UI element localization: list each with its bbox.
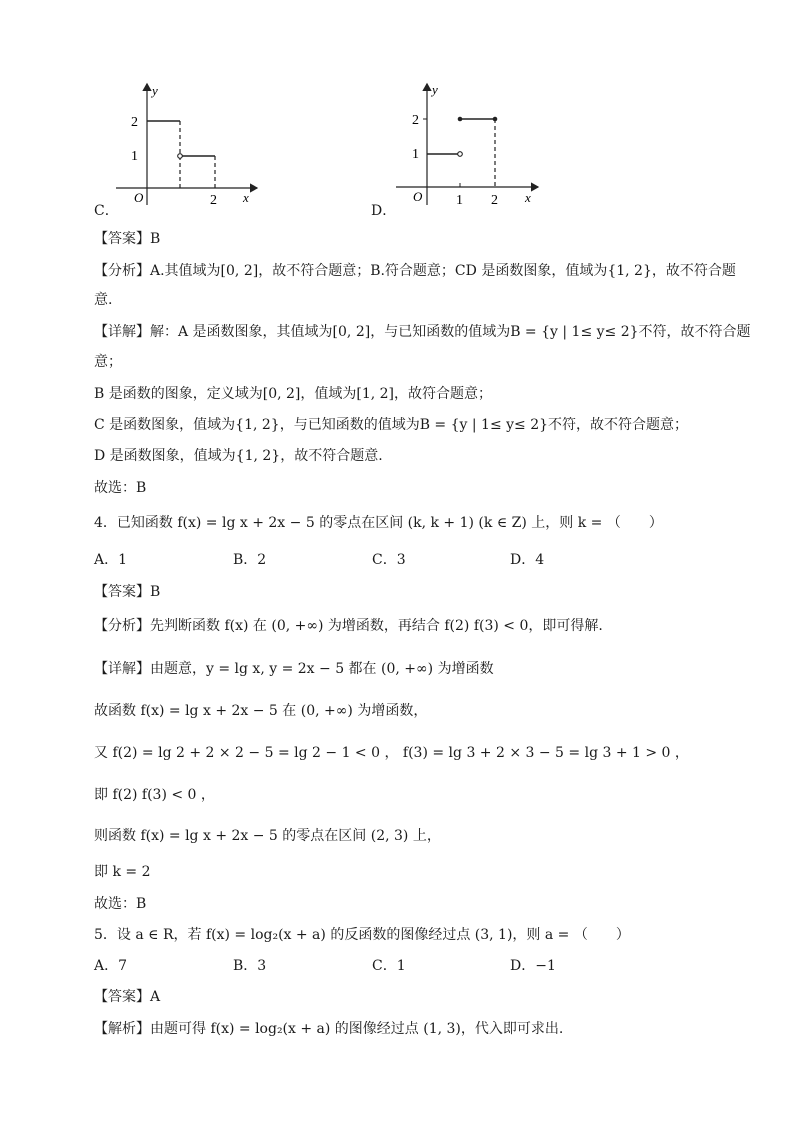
open-point [458, 152, 463, 157]
q3-analysis-line1: 【分析】A.其值域为[0, 2]，故不符合题意；B.符合题意；CD 是函数图象，值域为{1, 2}，故不符合题 [94, 263, 736, 279]
y-tick-1: 1 [412, 147, 419, 162]
q4-detail-line3: 又 f(2) = lg 2 + 2 × 2 − 5 = lg 2 − 1 < 0 ， f(3) = lg 3 + 2 × 3 − 5 = lg 3 + 1 > 0 ， [94, 745, 689, 761]
origin-label: O [413, 189, 423, 204]
q3-detail-line2: 意； [94, 354, 122, 370]
q5-answer: 【答案】A [94, 989, 161, 1005]
q4-answer: 【答案】B [94, 584, 161, 600]
y-axis-label: y [432, 82, 438, 97]
q4-stem: 4．已知函数 f(x) = lg x + 2x − 5 的零点在区间 (k, k + 1) (k ∈ Z) 上，则 k = （ ） [94, 515, 663, 531]
q5-analysis: 【解析】由题可得 f(x) = log₂(x + a) 的图像经过点 (1, 3)，代入即可求出. [94, 1021, 564, 1037]
q4-detail-line1: 【详解】由题意，y = lg x, y = 2x − 5 都在 (0, +∞) 为增函数 [94, 661, 494, 677]
x-axis-label: x [243, 190, 249, 205]
q5-stem: 5．设 a ∈ R，若 f(x) = log₂(x + a) 的反函数的图像经过点 (3, 1)，则 a = （ ） [94, 927, 630, 943]
y-axis-label: y [152, 83, 158, 98]
q3-detail-line5: D 是函数图象，值域为{1, 2}，故不符合题意. [94, 448, 383, 464]
q3-detail-line4: C 是函数图象，值域为{1, 2}，与已知函数的值域为B = {y | 1≤ y≤ 2}不符，故不符合题意； [94, 417, 689, 433]
option-d-label: D． [371, 203, 397, 219]
q4-detail-line6: 即 k = 2 [94, 864, 151, 880]
q4-detail-line4: 即 f(2) f(3) < 0 ， [94, 787, 215, 803]
q3-detail-line3: B 是函数的图象，定义域为[0, 2]，值域为[1, 2]，故符合题意； [94, 386, 493, 402]
q5-option-b: B．3 [233, 958, 267, 974]
q3-answer: 【答案】B [94, 231, 161, 247]
q4-analysis: 【分析】先判断函数 f(x) 在 (0, +∞) 为增函数，再结合 f(2) f(3) < 0，即可得解. [94, 618, 603, 634]
closed-point-left [458, 117, 463, 122]
q5-option-c: C．1 [372, 958, 406, 974]
y-tick-2: 2 [412, 113, 419, 128]
x-tick-1: 1 [456, 193, 463, 208]
q3-detail-line1: 【详解】解：A 是函数图象，其值域为[0, 2]，与已知函数的值域为B = {y | 1≤ y≤ 2}不符，故不符合题 [94, 324, 751, 340]
q4-detail-line5: 则函数 f(x) = lg x + 2x − 5 的零点在区间 (2, 3) 上， [94, 828, 441, 844]
q4-option-a: A．1 [94, 552, 128, 568]
y-tick-1: 1 [131, 149, 138, 164]
graph-option-d [392, 80, 542, 210]
q5-option-a: A．7 [94, 958, 128, 974]
q5-option-d: D．−1 [510, 958, 556, 974]
q4-option-b: B．2 [233, 552, 267, 568]
x-tick-2: 2 [210, 193, 217, 208]
q4-detail-line2: 故函数 f(x) = lg x + 2x − 5 在 (0, +∞) 为增函数， [94, 703, 428, 719]
graph-option-c [112, 80, 262, 210]
x-axis-label: x [525, 190, 531, 205]
y-tick-2: 2 [131, 115, 138, 130]
x-tick-2: 2 [491, 193, 498, 208]
q4-option-c: C．3 [372, 552, 406, 568]
origin-label: O [134, 190, 144, 205]
q3-analysis-line2: 意. [94, 292, 113, 308]
q4-choose: 故选：B [94, 896, 147, 912]
open-point [178, 154, 183, 159]
q4-option-d: D．4 [510, 552, 545, 568]
q3-choose: 故选：B [94, 480, 147, 496]
option-c-label: C． [94, 203, 119, 219]
